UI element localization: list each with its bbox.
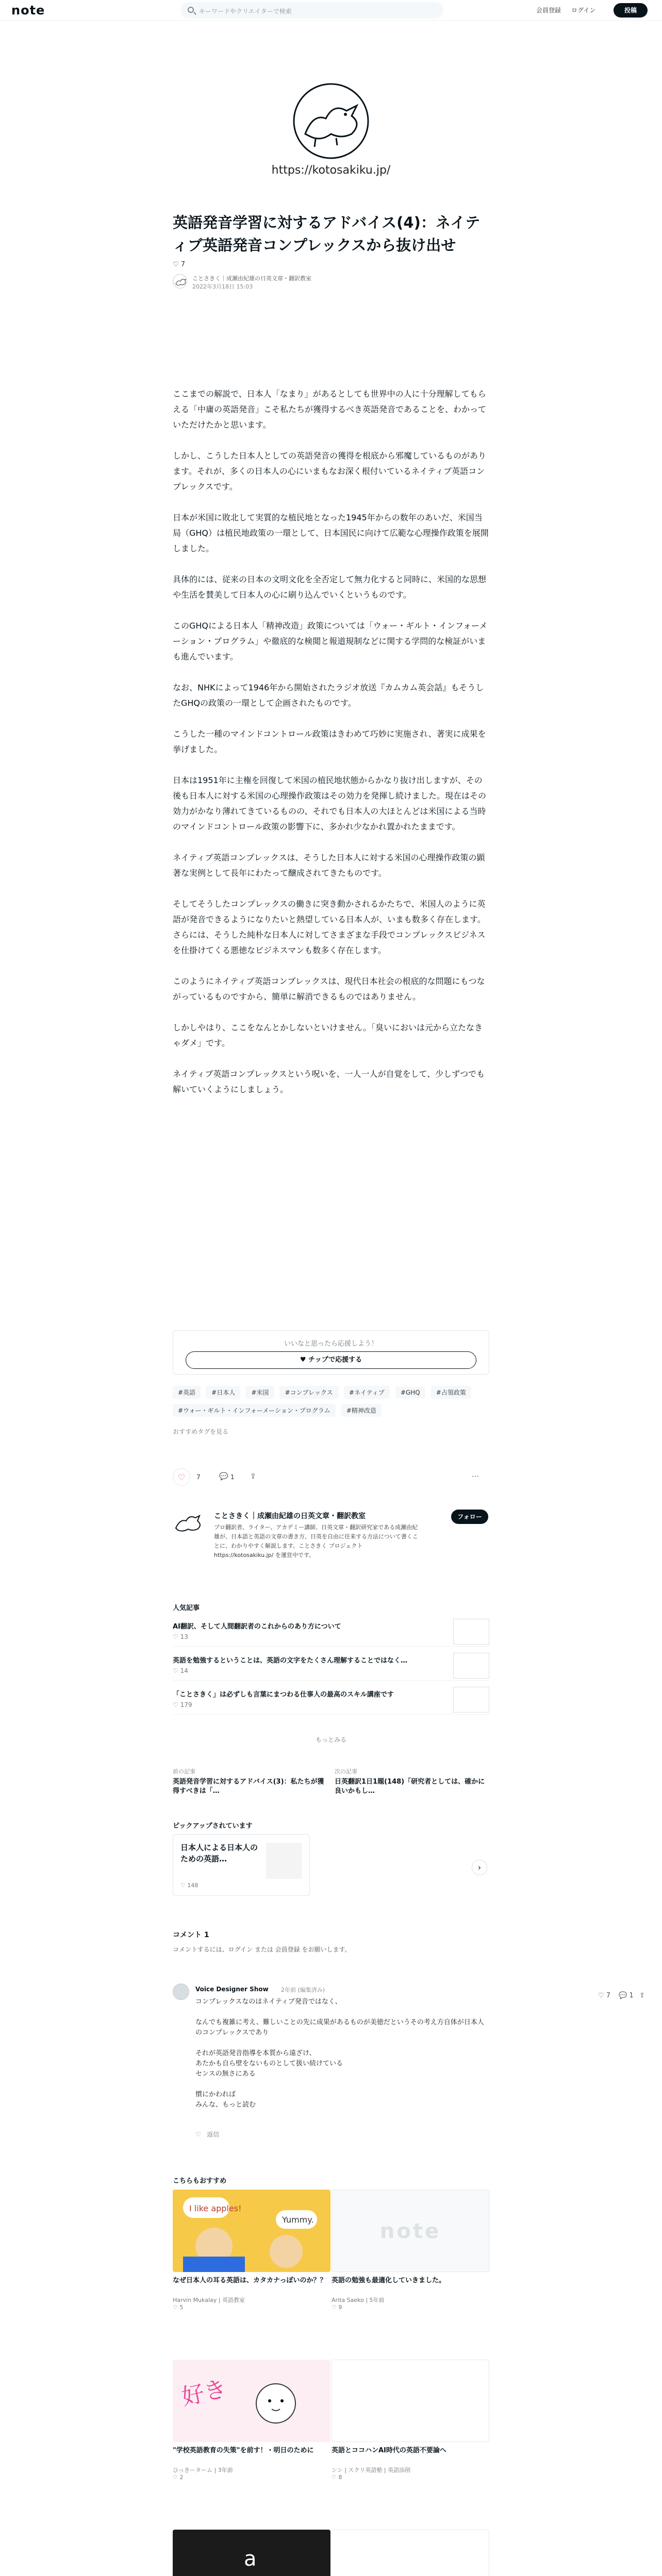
recommend-author: シン | スクリ英語塾 | 英語添削	[332, 2467, 411, 2473]
popular-item-title: 英語を勉強するということは、英語の文字をたくさん理解することではなく…	[173, 1657, 408, 1665]
paragraph: しかしやはり、ここをなんとかしないといけません。「臭いにおいは元から立たなきゃダメ」です。	[173, 1023, 483, 1048]
comment-actions[interactable]	[195, 2130, 219, 2139]
recommend-author: Harvin Mukalay | 英語教室	[173, 2297, 245, 2303]
tip-button[interactable]	[186, 1351, 476, 1369]
tag[interactable]: #ウォー・ギルト・インフォーメーション・プログラム	[173, 1404, 336, 1417]
tag[interactable]: #ネイティブ	[344, 1386, 390, 1399]
creator-logo[interactable]	[173, 1510, 209, 1535]
site-url[interactable]: https://kotosakiku.jp/	[271, 164, 391, 177]
heart-icon[interactable]: ♡	[195, 2131, 201, 2138]
popular-item-title: AI翻訳、そして人間翻訳者のこれからのあり方について	[173, 1623, 341, 1631]
tag[interactable]: #コンプレックス	[279, 1386, 338, 1399]
next-article[interactable]	[335, 1767, 489, 1798]
tag[interactable]: #米国	[246, 1386, 274, 1399]
recommend-title-text: なぜ日本人の耳る英語は、カタカナっぽいのか？？	[173, 2277, 327, 2284]
tag[interactable]: #日本人	[206, 1386, 240, 1399]
comment-body: コンプレックスなのはネイティブ発音ではなく、 なんでも複雑に考え、難しいことの先に成果があるものが美徳だというその考え方自体が日本人のコンプレックスであり それが英語発音指導を本質から遠ざけ、 あたかも自ら壁をないものとして扱い続けている センスの無さにある 慣にかわれば みんな、もっと読む	[195, 1998, 484, 2109]
chevron-right-icon[interactable]: ›	[472, 1860, 487, 1875]
creator-description: プロ翻訳者、ライター、アカデミー講師、日英文章・翻訳研究家である成瀬由紀雄が、日本語と英語の文章の書き方、日英を自由に往来する方法について書くことに、わかりやすく解説します。ことさきく プロジェクト https://kotosakiku.jp/ を運営中です。	[214, 1524, 418, 1558]
paragraph: 具体的には、従来の日本の文明文化を全否定して無力化すると同時に、米国的な思想や生活を賛美して日本人の心に刷り込んでいくというものです。	[173, 574, 487, 600]
tip-icon: ♥	[300, 1356, 309, 1364]
more-icon[interactable]: ⋯	[472, 1472, 479, 1481]
svg-text:好き: 好き	[179, 2375, 229, 2411]
next-label: 次の記事	[335, 1768, 357, 1775]
recommend-author: ひっきーターム | 3年前	[173, 2467, 233, 2473]
signup-link[interactable]: 会員登録	[536, 7, 561, 14]
paragraph: こうした一種のマインドコントロール政策はきわめて巧妙に実施され、著実に成果を挙げました。	[173, 729, 486, 754]
comment-count: 1	[230, 1473, 235, 1481]
creator-name[interactable]: ことさきく｜成瀬由紀雄の日英文章・翻訳教室	[214, 1512, 366, 1520]
svg-text:Yummy.: Yummy.	[282, 2215, 314, 2225]
recommend-image	[173, 2360, 330, 2442]
recommend-card[interactable]	[173, 2530, 330, 2576]
paragraph: ネイティブ英語コンプレックスという呪いを、一人一人が自覚をして、少しずつでも解いていくようにしましょう。	[173, 1069, 485, 1094]
creator-profile	[173, 1504, 489, 1587]
tag[interactable]: #英語	[173, 1386, 201, 1399]
tag[interactable]: #GHQ	[395, 1387, 425, 1398]
login-link[interactable]: ログイン	[571, 7, 596, 14]
recommend-author: Arita Saeko | 5年前	[332, 2297, 385, 2303]
side-comment[interactable]: 💬 1	[619, 1992, 634, 1999]
like-button[interactable]	[173, 1468, 190, 1486]
paragraph: 日本が米国に敗北して実質的な植民地となった1945年からの数年のあいだ、米国当局（GHQ）は植民地政策の一環として、日本国民に向けて広範な心理操作政策を展開しました。	[173, 513, 489, 553]
recommend-card[interactable]	[173, 2190, 330, 2311]
prev-label: 前の記事	[173, 1768, 195, 1775]
popular-item-likes: ♡ 14	[173, 1667, 188, 1674]
commenter-name[interactable]: Voice Designer Show	[195, 1986, 269, 1993]
recommend-likes: ♡ 8	[332, 2474, 342, 2481]
comments-login-note: コメントするには、ログイン または 会員登録 をお願いします。	[173, 1946, 351, 1953]
paragraph: 日本は1951年に主権を回復して米国の植民地状態からかなり抜け出しますが、その後も日本人に対する米国の心理操作政策はその効力を発揮し続けました。現在はその効力がかなり薄れてきているものの、それでも日本人の大ほとんどは米国による当時のマインドコントロール政策の影響下に、多かれ少なかれ置かれたままです。	[173, 775, 487, 832]
prev-title: 英語発音学習に対するアドバイス(3)：私たちが獲得すべきは「…	[173, 1778, 324, 1795]
recommend-card[interactable]	[332, 2530, 489, 2576]
recommend-image	[332, 2530, 489, 2576]
like-count: 7	[196, 1473, 201, 1481]
recommend-title-text: 英語とココハンAI時代の英語不要論へ	[332, 2447, 446, 2454]
site-header	[0, 0, 662, 21]
paragraph: そしてそうしたコンプレックスの働きに突き動かされるかたちで、米国人のように英語が発音できるようになりたいと熱望している日本人が、いまも数多く存在します。さらには、そうした純朴な日本人に対してさまざまな手段でコンプレックスビジネスを仕掛けてくる悪徳なビジネスマンも数多く存在します。	[173, 899, 486, 955]
pickup-card-title: 日本人による日本人のための英語…	[180, 1843, 258, 1863]
pickup-card-thumb	[266, 1843, 302, 1879]
author-name[interactable]: ことさきく｜成瀬由紀雄の日英文章・翻訳教室	[192, 275, 311, 282]
recommend-card[interactable]	[173, 2360, 330, 2481]
reply-link[interactable]: 返信	[207, 2131, 220, 2138]
article-title: 英語発音学習に対するアドバイス(4)：ネイティブ英語発音コンプレックスから抜け出せ	[173, 214, 481, 254]
post-button[interactable]: 投稿	[614, 3, 648, 18]
comment-time: 2年前 (編集済み)	[281, 1987, 325, 1993]
recommend-likes: ♡ 2	[173, 2474, 184, 2481]
search-placeholder: キーワードやクリエイターで検索	[199, 8, 292, 15]
title-like-row[interactable]	[173, 261, 185, 268]
commenter-avatar[interactable]	[173, 1984, 189, 2000]
article-body	[173, 386, 489, 1113]
popular-item-thumb	[453, 1619, 489, 1645]
tag-list	[173, 1386, 489, 1422]
popular-item-thumb	[453, 1687, 489, 1713]
recommend-image	[173, 2530, 330, 2576]
support-text: いいなと思ったら応援しよう！	[284, 1340, 378, 1348]
recommend-title: こちらもおすすめ	[173, 2177, 227, 2185]
comment-item	[173, 1984, 489, 2143]
prev-article[interactable]	[173, 1767, 327, 1798]
svg-text:I like apples!: I like apples!	[189, 2204, 242, 2213]
comments-title: コメント 1	[173, 1931, 209, 1939]
support-box	[173, 1330, 489, 1375]
popular-item[interactable]	[173, 1618, 489, 1647]
recommend-title-text: "学校英語教育の失策"を前す！・明日のために	[173, 2447, 314, 2454]
heart-icon: ♡	[177, 1472, 186, 1482]
popular-item[interactable]	[173, 1652, 489, 1681]
popular-item-likes: ♡ 179	[173, 1701, 192, 1708]
popular-item-likes: ♡ 13	[173, 1633, 188, 1640]
note-placeholder-image: note	[332, 2190, 489, 2272]
kotosakiku-logo	[285, 82, 377, 160]
tag[interactable]: #占領政策	[431, 1386, 471, 1399]
article-date: 2022年3月18日 15:03	[192, 283, 253, 290]
paragraph: しかし、こうした日本人としての英語発音の獲得を根底から邪魔しているものがあります。それが、多くの日本人の心にいまもなお深く根付いているネイティブ英語コンプレックスです。	[173, 451, 487, 492]
heart-icon: ♡	[173, 261, 179, 268]
article-actions	[173, 1468, 489, 1486]
next-title: 日英翻訳1日1題(148)「研究者としては、確かに良いかもし…	[335, 1778, 485, 1795]
comment-icon[interactable]: 💬	[219, 1472, 228, 1481]
popular-item-thumb	[453, 1653, 489, 1679]
recommend-image	[173, 2190, 330, 2272]
popular-item-title: 「ことさきく」は必ずしも言葉にまつわる仕事人の最高のスキル講座です	[173, 1691, 394, 1699]
recommend-card[interactable]	[332, 2190, 489, 2311]
recommend-title-text: 英語の勉強も最適化していきました。	[332, 2277, 446, 2284]
popular-title: 人気記事	[173, 1604, 200, 1612]
paragraph: ネイティブ英語コンプレックスは、そうした日本人に対する米国の心理操作政策の顕著な実例として長年にわたって醸成されてきたものです。	[173, 853, 485, 878]
recommend-likes: ♡ 5	[173, 2304, 184, 2311]
follow-button[interactable]: フォロー	[451, 1510, 488, 1524]
svg-text:a: a	[244, 2547, 257, 2571]
recommend-likes: ♡ 9	[332, 2304, 342, 2311]
paragraph: なお、NHKによって1946年から開始されたラジオ放送『カムカム英会話』もそうしたGHQの政策の一環として企画されたものです。	[173, 683, 484, 708]
recommend-image	[332, 2360, 489, 2442]
pickup-card[interactable]	[173, 1834, 310, 1896]
search-icon	[188, 7, 194, 13]
paragraph: このGHQによる日本人「精神改造」政策については「ウォー・ギルト・インフォーメーション・プログラム」や徹底的な検閲と報道規制などに関する学問的な検証がいまも進んでいます。	[173, 621, 488, 662]
popular-item[interactable]	[173, 1686, 489, 1715]
author-avatar[interactable]	[173, 274, 187, 289]
tip-label: チップで応援する	[308, 1356, 362, 1364]
recommend-card[interactable]	[332, 2360, 489, 2481]
note-logo[interactable]: note	[11, 3, 45, 18]
title-like-count: 7	[180, 261, 186, 268]
pickup-card-likes: ♡ 148	[180, 1882, 198, 1889]
pickup-title: ピックアップされています	[173, 1822, 253, 1830]
share-icon[interactable]: ⇪	[250, 1472, 256, 1481]
paragraph: ここまでの解説で、日本人「なまり」があるとしても世界中の人に十分理解してもらえる「中庸の英語発音」こそ私たちが獲得するべき英語発音であることを、わかっていただけたかと思います。	[173, 389, 487, 430]
side-actions	[598, 1992, 655, 2004]
tag[interactable]: #精神改造	[341, 1404, 382, 1417]
search-bar[interactable]	[180, 2, 443, 19]
more-popular-link[interactable]: もっとみる	[315, 1736, 346, 1743]
recommended-tags-link[interactable]: おすすめタグを見る	[173, 1428, 229, 1435]
side-like[interactable]: ♡ 7	[598, 1992, 611, 1999]
paragraph: このようにネイティブ英語コンプレックスは、現代日本社会の根底的な問題にもつながっているものですから、簡単に解消できるものではありません。	[173, 976, 485, 1002]
share-icon[interactable]: ⇪	[639, 1992, 645, 1999]
